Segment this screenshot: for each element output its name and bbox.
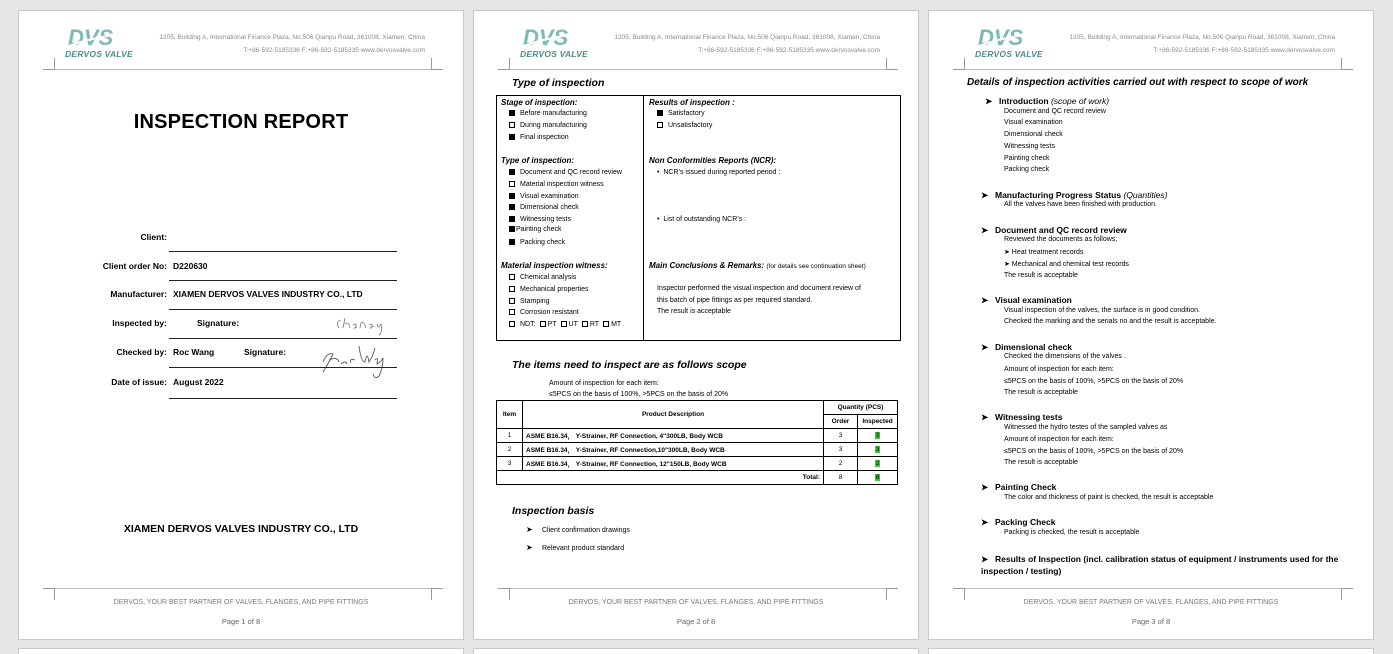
inspection-basis-title: Inspection basis <box>512 505 595 517</box>
dervos-logo: DVS DERVOS VALVE <box>520 27 588 59</box>
section-heading: ➤ Witnessing tests <box>981 412 1063 422</box>
manufacturer-value: XIAMEN DERVOS VALVES INDUSTRY CO., LTD <box>173 289 363 299</box>
date-row: Date of issue: August 2022 <box>111 377 224 387</box>
client-order-row: Client order No: D220630 <box>102 261 208 271</box>
checkbox-item: Corrosion resistant <box>509 308 579 317</box>
client-order-value: D220630 <box>173 261 208 271</box>
footer-tagline: DERVOS, YOUR BEST PARTNER OF VALVES, FLANGES, AND PIPE FITTINGS <box>568 599 824 606</box>
report-title: INSPECTION REPORT <box>133 111 349 133</box>
checkbox-item: Visual examination <box>509 192 579 201</box>
checkbox-item: Stamping <box>509 297 550 306</box>
document-page-6 <box>928 648 1374 654</box>
checkbox-item: Mechanical properties <box>509 285 588 294</box>
checkbox-item: Document and QC record review <box>509 168 622 177</box>
section-heading: ➤ Results of Inspection (incl. calibration status of equipment / instruments used for the inspection / testing) <box>981 554 1339 576</box>
date-value: August 2022 <box>173 377 224 387</box>
document-page-4 <box>18 648 464 654</box>
document-page-2: DVS DERVOS VALVE 1205, Building A, International Finance Plaza, No.506 Qianpu Road, 361008, Xiamen, China T:+86-592-5185336 F:+86-592-5185335 www.dervosvalve.com Type of inspection Stage of inspection: Before manufacturing During manufacturing Final inspection Type of inspection: Document and QC record review Material inspection witness Visual examination Dimensional check Witnessing tests Painting check Packing check Material inspection witness: Chemical analysis Mechanical properties Stamping Corrosion resistant NDT: PT UT RT MT Results of inspection : Satisfactory Unsatisfactory Non Conformities Reports (NCR): • NCR’s issued during reported period : • List of outstanding NCR’s : Main Conclusions & Remarks: (for details see continuation sheet) Inspector performed the visual inspection and document review of this batch of pipe fittings as per required standard. The result is acceptable The items need to inspect are as follows scope Amount of inspection for each item: ≤5PCS on the basis of 100%, >5PCS on the basis of 20% Item Product Description Quantity (PCS) Order Inspected 1 ASME B16.34， Y-Strainer, RF Connection, 4"300LB, Body WCB 3 3 2 ASME B16.34， Y-Strainer, RF Connection,10"300LB, Body WCB 3 3 3 ASME B16.34， Y-Strainer, RF Connection, 12"150LB, Body WCB 2 2 Total: 8 8 Inspection basis ➤ Client confirmation drawings ➤ Relevant product standard DERVOS, YOUR BEST PARTNER OF VALVES, FLANGES, AND PIPE FITTINGS Page 2 of 8 <box>473 10 919 640</box>
table-row: 1 ASME B16.34， Y-Strainer, RF Connection, 4"300LB, Body WCB 3 3 <box>497 429 898 443</box>
inspected-by-row: Inspected by: Signature: <box>112 318 240 328</box>
checkbox-item: Final inspection <box>509 133 569 142</box>
dervos-logo: DVS DERVOS VALVE <box>65 27 133 59</box>
checkbox-item: Witnessing tests <box>509 215 571 224</box>
page-number: Page 2 of 8 <box>676 617 716 626</box>
items-table: Item Product Description Quantity (PCS) Order Inspected 1 ASME B16.34， Y-Strainer, RF Connection, 4"300LB, Body WCB 3 3 2 ASME B16.34， Y-Strainer, RF Connection,10"300LB, Body WCB 3 3 3 ASME B16.34， Y-Strainer, RF Connection, 12"150LB, Body WCB 2 2 Total: 8 8 <box>496 400 898 485</box>
checkbox-item: Satisfactory <box>657 109 705 118</box>
table-row: 3 ASME B16.34， Y-Strainer, RF Connection, 12"150LB, Body WCB 2 2 <box>497 457 898 471</box>
header-address: 1205, Building A, International Finance Plaza, No.506 Qianpu Road, 361008, Xiamen, China T:+86-592-5185336 F:+86-592-5185335 www.dervosvalve.com <box>1069 34 1335 54</box>
dervos-logo: DVS DERVOS VALVE <box>975 27 1043 59</box>
header-address: 1205, Building A, International Finance Plaza, No.506 Qianpu Road, 361008, Xiamen, China T:+86-592-5185336 F:+86-592-5185335 www.dervosvalve.com <box>614 34 880 54</box>
inspection-summary-box: Stage of inspection: Before manufacturing During manufacturing Final inspection Type of inspection: Document and QC record review Material inspection witness Visual examination Dimensional check Witnessing tests Painting check Packing check Material inspection witness: Chemical analysis Mechanical properties Stamping Corrosion resistant NDT: PT UT RT MT Results of inspection : Satisfactory Unsatisfactory Non Conformities Reports (NCR): • NCR’s issued during reported period : • List of outstanding NCR’s : Main Conclusions & Remarks: (for details see continuation sheet) Inspector performed the visual inspection and document review of this batch of pipe fittings as per required standard. The result is acceptable <box>496 95 901 341</box>
checkbox-item: Dimensional check <box>509 203 579 212</box>
section-heading: ➤ Painting Check <box>981 482 1057 492</box>
list-item: ➤ Relevant product standard <box>526 543 625 552</box>
section-heading: ➤ Manufacturing Progress Status (Quantities) <box>981 190 1168 200</box>
checkbox-item: Packing check <box>509 238 565 247</box>
section-heading: ➤ Visual examination <box>981 295 1072 305</box>
table-row: 2 ASME B16.34， Y-Strainer, RF Connection,10"300LB, Body WCB 3 3 <box>497 443 898 457</box>
type-of-inspection-title: Type of inspection <box>512 77 605 89</box>
document-page-5 <box>473 648 919 654</box>
footer-tagline: DERVOS, YOUR BEST PARTNER OF VALVES, FLANGES, AND PIPE FITTINGS <box>113 599 369 606</box>
checkbox-item: Unsatisfactory <box>657 121 712 130</box>
client-row: Client: <box>140 232 167 242</box>
table-total-row: Total: 8 8 <box>497 471 898 485</box>
section-heading: ➤ Introduction (scope of work) <box>985 96 1110 106</box>
checkbox-item: Painting check <box>509 225 562 234</box>
checker-signature <box>319 340 397 382</box>
document-page-1 <box>18 10 464 640</box>
manufacturer-row: Manufacturer: XIAMEN DERVOS VALVES INDUSTRY CO., LTD <box>110 289 363 299</box>
company-name: XIAMEN DERVOS VALVES INDUSTRY CO., LTD <box>123 523 359 535</box>
header-address: 1205, Building A, International Finance Plaza, No.506 Qianpu Road, 361008, Xiamen, China T:+86-592-5185336 F:+86-592-5185335 www.dervosvalve.com <box>159 34 425 54</box>
checkbox-item: Material inspection witness <box>509 180 604 189</box>
page-number: Page 3 of 8 <box>1131 617 1171 626</box>
list-item: ➤ Client confirmation drawings <box>526 525 630 534</box>
section-heading: ➤ Document and QC record review <box>981 225 1127 235</box>
section-heading: ➤ Packing Check <box>981 517 1056 527</box>
checked-by-row: Checked by: Roc Wang Signature: <box>116 347 287 357</box>
checkbox-item: During manufacturing <box>509 121 587 130</box>
svg-text:DVS: DVS <box>68 27 114 49</box>
checkbox-item: Before manufacturing <box>509 109 587 118</box>
svg-text:DVS: DVS <box>978 27 1024 49</box>
details-title: Details of inspection activities carried out with respect to scope of work <box>967 77 1309 88</box>
checked-by-value: Roc Wang <box>173 347 215 357</box>
document-page-3: DVS DERVOS VALVE 1205, Building A, International Finance Plaza, No.506 Qianpu Road, 361008, Xiamen, China T:+86-592-5185336 F:+86-592-5185335 www.dervosvalve.com Details of inspection activities carried out with respect to scope of work ➤ Introduction (scope of work) Document and QC record review Visual examination Dimensional check Witnessing tests Painting check Packing check ➤ Manufacturing Progress Status (Quantities) All the valves have been finished with production. ➤ Document and QC record review Reviewed the documents as follows; ➤ Heat treatment records ➤ Mechanical and chemical test records The result is acceptable ➤ Visual examination Visual inspection of the valves, the surface is in good condition. Checked the marking and the serials no and the result is acceptable. ➤ Dimensional check Checked the dimensions of the valves . Amount of inspection for each item: ≤5PCS on the basis of 100%, >5PCS on the basis of 20% The result is acceptable ➤ Witnessing tests Witnessed the hydro testes of the sampled valves as Amount of inspection for each item: ≤5PCS on the basis of 100%, >5PCS on the basis of 20% The result is acceptable ➤ Painting Check The color and thickness of paint is checked, the result is acceptable ➤ Packing Check Packing is checked, the result is acceptable ➤ Results of Inspection (incl. calibration status of equipment / instruments used for the inspection / testing) DERVOS, YOUR BEST PARTNER OF VALVES, FLANGES, AND PIPE FITTINGS Page 3 of 8 <box>928 10 1374 640</box>
svg-text:DVS: DVS <box>523 27 569 49</box>
conclusion-title: Main Conclusions & Remarks: (for details see continuation sheet) <box>649 261 866 270</box>
footer-tagline: DERVOS, YOUR BEST PARTNER OF VALVES, FLANGES, AND PIPE FITTINGS <box>1023 599 1279 606</box>
ndt-checkboxes: NDT: PT UT RT MT <box>509 320 621 329</box>
items-scope-title: The items need to inspect are as follows scope <box>512 359 747 371</box>
inspector-signature <box>333 312 389 336</box>
section-heading: ➤ Dimensional check <box>981 342 1073 352</box>
page-number: Page 1 of 8 <box>221 617 261 626</box>
checkbox-item: Chemical analysis <box>509 273 576 282</box>
